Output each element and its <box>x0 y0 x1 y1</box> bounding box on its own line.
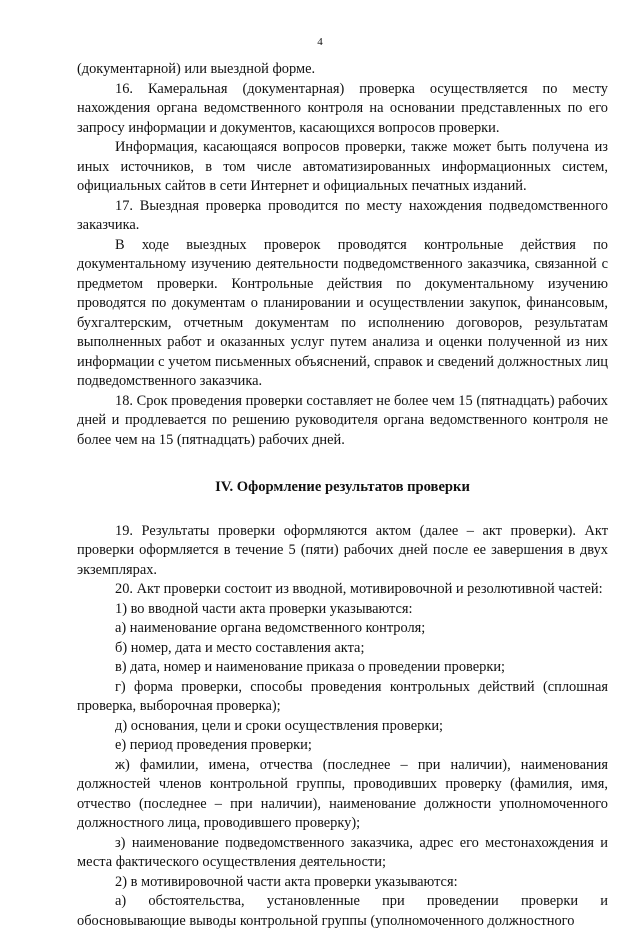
paragraph: 16. Камеральная (документарная) проверка осуществляется по месту нахождения органа ведомственного контроля на основании представленных по его запросу информации и документов, касающихся вопросов проверки. <box>77 80 608 136</box>
paragraph: а) наименование органа ведомственного контроля; <box>115 620 426 636</box>
document-body <box>77 60 608 931</box>
paragraph: 1) во вводной части акта проверки указываются: <box>115 600 413 617</box>
page-number: 4 <box>317 36 323 48</box>
paragraph: б) номер, дата и место составления акта; <box>115 639 365 656</box>
paragraph: д) основания, цели и сроки осуществления проверки; <box>115 717 444 734</box>
paragraph: в) дата, номер и наименование приказа о проведении проверки; <box>115 659 506 675</box>
paragraph: 17. Выездная проверка проводится по месту нахождения подведомственного заказчика. <box>77 197 608 233</box>
paragraph: Информация, касающаяся вопросов проверки, также может быть получена из иных источников, в том числе автоматизированных информационных систем, официальных сайтов в сети Интернет и официальных печатных изданий. <box>77 139 608 194</box>
paragraph: а) обстоятельства, установленные при проведении проверки и обосновывающие выводы контрольной группы (уполномоченного должностного <box>77 893 608 929</box>
paragraph: г) форма проверки, способы проведения контрольных действий (сплошная проверка, выборочная проверка); <box>77 678 608 714</box>
paragraph: 18. Срок проведения проверки составляет не более чем 15 (пятнадцать) рабочих дней и продлевается по решению руководителя органа ведомственного контроля не более чем на 15 (пятнадцать) рабочих дней. <box>77 392 608 448</box>
paragraph: е) период проведения проверки; <box>115 737 312 753</box>
paragraph: 20. Акт проверки состоит из вводной, мотивировочной и резолютивной частей: <box>115 581 603 597</box>
paragraph: 2) в мотивировочной части акта проверки указываются: <box>115 873 458 890</box>
section-heading: IV. Оформление результатов проверки <box>215 479 470 495</box>
paragraph: з) наименование подведомственного заказчика, адрес его местонахождения и места фактического осуществления деятельности; <box>77 834 608 870</box>
paragraph: 19. Результаты проверки оформляются актом (далее – акт проверки). Акт проверки оформляется в течение 5 (пяти) рабочих дней после ее завершения в двух экземплярах. <box>77 522 608 578</box>
paragraph: В ходе выездных проверок проводятся контрольные действия по документальному изучению деятельности подведомственного заказчика, связанной с предметом проверки. Контрольные действия по документальному изучению проводятся по документам о планировании и осуществлении закупок, финансовым, бухгалтерским, отчетным документам по исполнению договоров, результатам выполненных работ и оказанных услуг путем анализа и оценки полученной из них информации с учетом письменных объяснений, справок и сведений должностных лиц подведомственного заказчика. <box>77 236 608 389</box>
paragraph: (документарной) или выездной форме. <box>77 61 316 77</box>
paragraph: ж) фамилии, имена, отчества (последнее – при наличии), наименования должностей членов контрольной группы, проводивших проверку (фамилия, имя, отчество (последнее – при наличии), наименование должности уполномоченного должностного лица, проводившего проверку); <box>77 756 608 831</box>
